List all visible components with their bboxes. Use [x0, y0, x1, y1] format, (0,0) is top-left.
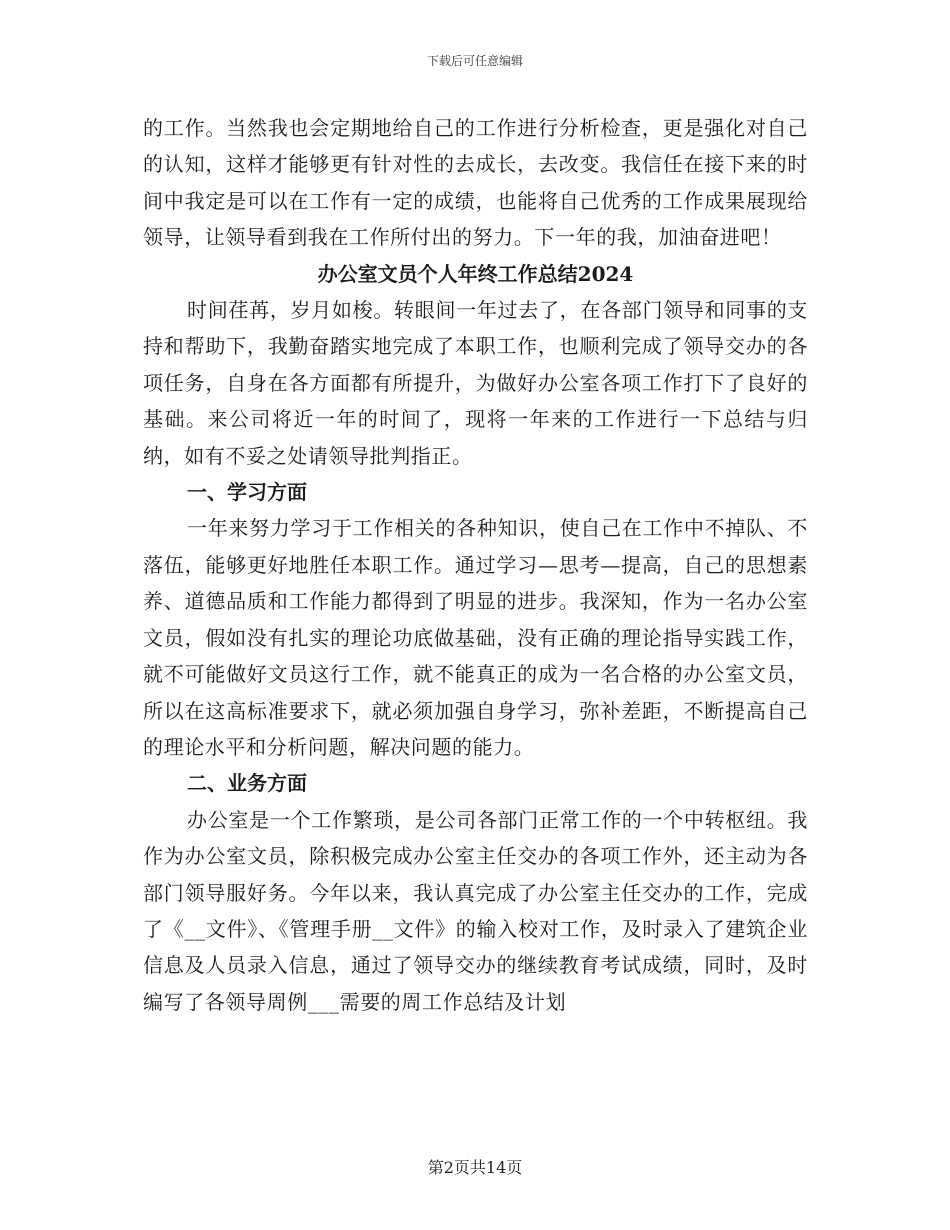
section-heading-business: 二、业务方面 [187, 771, 307, 796]
page-footer: 第2页共14页 [427, 1158, 523, 1177]
section-heading-study: 一、学习方面 [187, 480, 307, 505]
document-title: 办公室文员个人年终工作总结2024 [317, 261, 634, 286]
study-paragraph: 一年来努力学习于工作相关的各种知识，使自己在工作中不掉队、不落伍，能够更好地胜任本职工作。通过学习—思考—提高，自己的思想素养、道德品质和工作能力都得到了明显的进步。我深知，作为一名办公室文员，假如没有扎实的理论功底做基础，没有正确的理论指导实践工作，就不可能做好文员这行工作，就不能真正的成为一名合格的办公室文员，所以在这高标准要求下，就必须加强自身学习，弥补差距，不断提高自己的理论水平和分析问题，解决问题的能力。 [143, 516, 808, 759]
document-body [143, 110, 808, 1020]
intro-paragraph: 时间荏苒，岁月如梭。转眼间一年过去了，在各部门领导和同事的支持和帮助下，我勤奋踏实地完成了本职工作，也顺利完成了领导交办的各项任务，自身在各方面都有所提升，为做好办公室各项工作打下了良好的基础。来公司将近一年的时间了，现将一年来的工作进行一下总结与归纳，如有不妥之处请领导批判指正。 [143, 298, 808, 468]
opening-paragraph: 的工作。当然我也会定期地给自己的工作进行分析检查，更是强化对自己的认知，这样才能够更有针对性的去成长，去改变。我信任在接下来的时间中我定是可以在工作有一定的成绩，也能将自己优秀的工作成果展现给领导，让领导看到我在工作所付出的努力。下一年的我，加油奋进吧！ [143, 116, 808, 250]
page-header: 下载后可任意编辑 [426, 54, 523, 68]
business-paragraph: 办公室是一个工作繁琐，是公司各部门正常工作的一个中转枢纽。我作为办公室文员，除积极完成办公室主任交办的各项工作外，还主动为各部门领导服好务。今年以来，我认真完成了办公室主任交办的工作，完成了《__文件》、《管理手册__文件》的输入校对工作，及时录入了建筑企业信息及人员录入信息，通过了领导交办的继续教育考试成绩，同时，及时编写了各领导周例___需要的周工作总结及计划 [143, 807, 808, 1014]
